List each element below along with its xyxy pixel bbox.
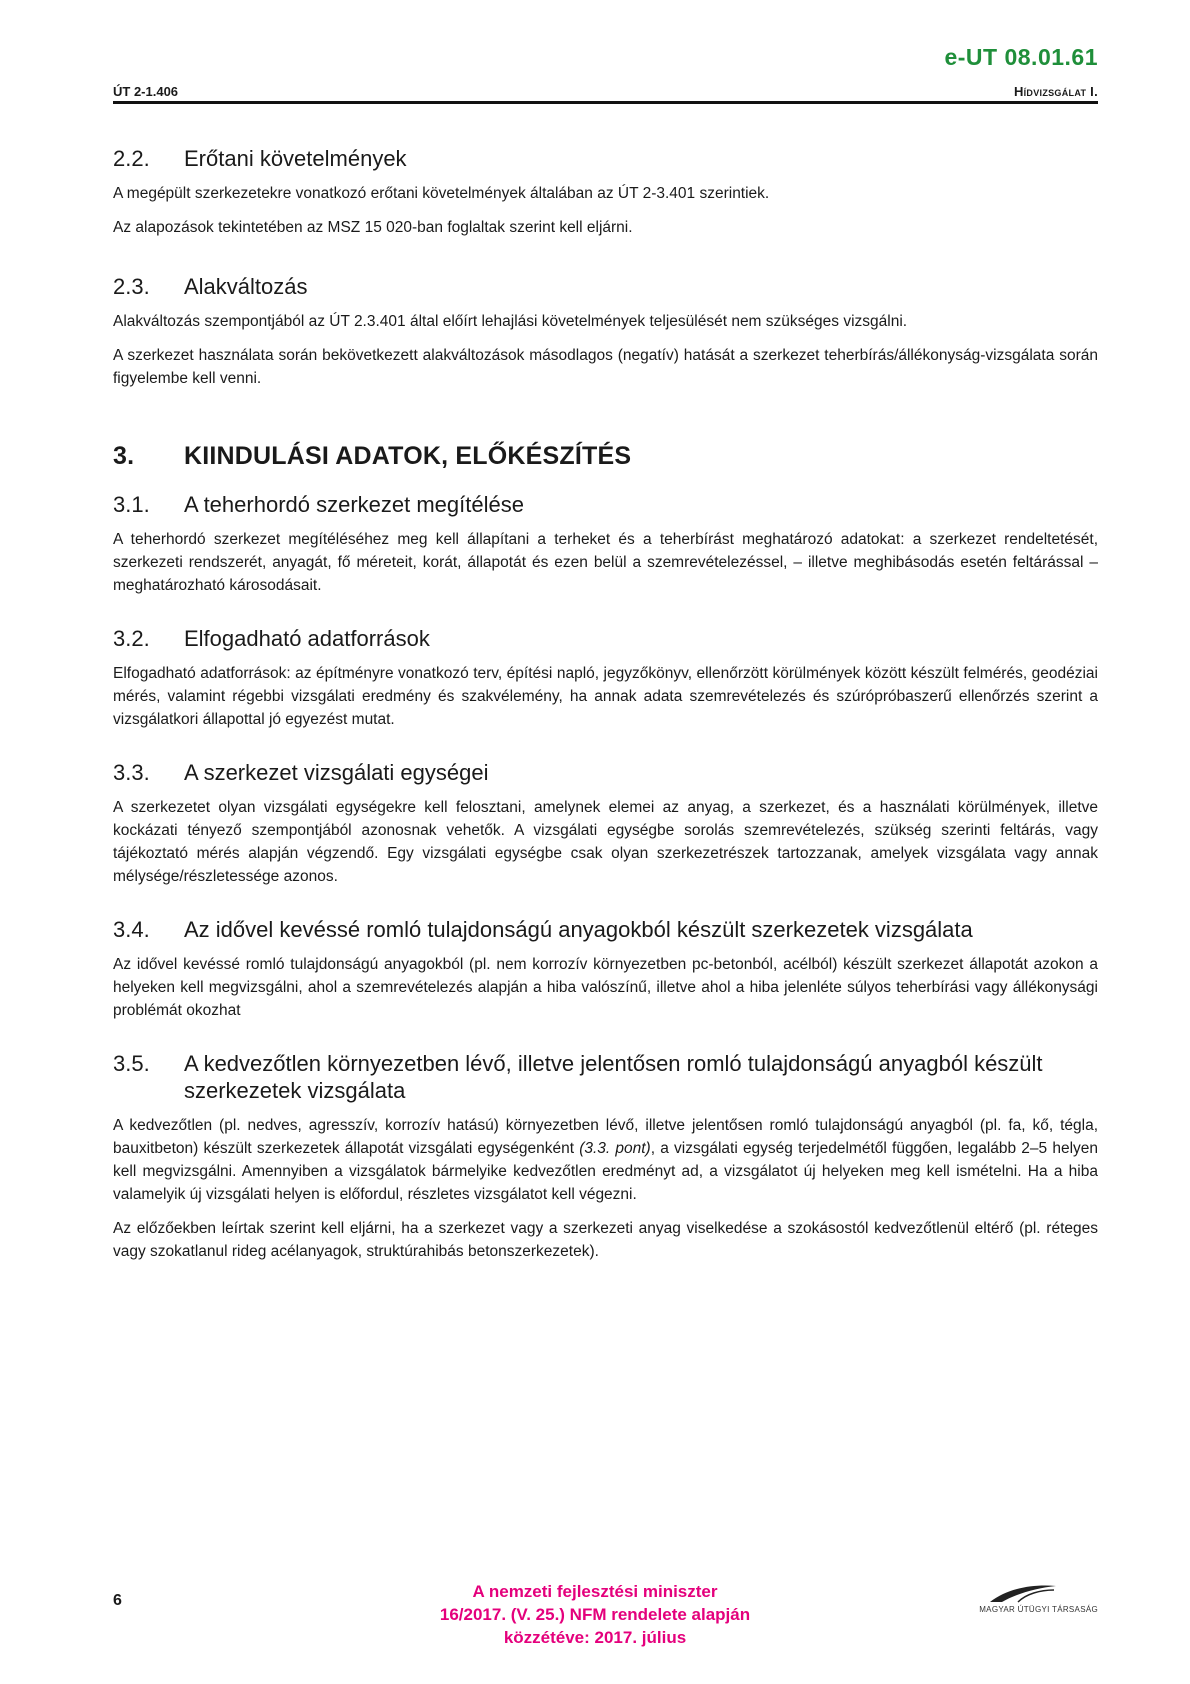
paragraph: A szerkezet használata során bekövetkezett alakváltozások másodlagos (negatív) hatását a szerkezet teherbírás/állékonyság-vizsgálata során figyelembe kell venni.	[113, 347, 1098, 387]
section-title: Elfogadható adatforrások	[184, 626, 430, 651]
paragraph: Elfogadható adatforrások: az építményre vonatkozó terv, építési napló, jegyzőkönyv, ellenőrzött körülmények között készült felmérés, geodéziai mérés, valamint régebbi vizsgálati eredmény és szakvélemény, ha annak adata szemrevételezés és szúrópróbaszerű ellenőrzés szerint a vizsgálatkori állapottal jó egyezést mutat.	[113, 665, 1098, 728]
section-title: Erőtani követelmények	[184, 146, 407, 171]
paragraph-text: , a vizsgálati egység terjedelmétől függően, legalább 2–5 helyen kell megvizsgálni. Amennyiben a vizsgálatok bármelyike kedvezőtlen eredményt ad, a vizsgálatot új helyeken meg kell ismételni. Ha a hiba valamelyik új vizsgálati helyen is előfordul, részletes vizsgálatot kell végezni.	[113, 1140, 1099, 1203]
section-number: 3.3.	[113, 760, 150, 785]
section-number: 3.4.	[113, 917, 150, 942]
section-heading-3-1	[113, 491, 1098, 518]
paragraph: Az idővel kevéssé romló tulajdonságú anyagokból (pl. nem korrozív környezetben pc-betonból, acélból) készült szerkezet állapotát azokon a helyeken kell megvizsgálni, ahol a szemrevételezés alapján a hiba valószínű, illetve ahol a hiba jelenléte súlyos teherbírási vagy állékonysági problémát okozhat	[113, 956, 1098, 1019]
organization-logo	[933, 1582, 1098, 1614]
publication-line: A nemzeti fejlesztési miniszter	[472, 1582, 718, 1601]
section-number: 2.2.	[113, 146, 150, 171]
paragraph: Az alapozások tekintetében az MSZ 15 020-ban foglaltak szerint kell eljárni.	[113, 219, 633, 236]
section-heading-3-4	[113, 916, 1098, 943]
section-heading-3-3	[113, 759, 1098, 786]
paragraph: A megépült szerkezetekre vonatkozó erőtani követelmények általában az ÚT 2-3.401 szerintiek.	[113, 185, 770, 202]
standard-number: ÚT 2-1.406	[113, 84, 179, 99]
section-title: A kedvezőtlen környezetben lévő, illetve jelentősen romló tulajdonságú anyagból készült szerkezetek vizsgálata	[184, 1051, 1043, 1103]
section-heading-3-2	[113, 625, 1098, 652]
page-content	[113, 125, 1098, 1274]
section-number: 3.5.	[113, 1051, 150, 1076]
section-heading-3-5	[113, 1050, 1098, 1104]
chapter-title: KIINDULÁSI ADATOK, ELŐKÉSZÍTÉS	[184, 442, 632, 470]
chapter-number: 3.	[113, 442, 135, 470]
document-title: Hídvizsgálat I.	[1013, 84, 1098, 99]
publication-line: közzétéve: 2017. július	[503, 1628, 687, 1647]
section-heading-2-2	[113, 145, 1098, 172]
cross-reference: (3.3. pont)	[579, 1140, 651, 1157]
paragraph-text: A kedvezőtlen (pl. nedves, agresszív, korrozív hatású) környezetben lévő, illetve jelentősen romló tulajdonságú anyagból (pl. fa, kő, tégla, bauxitbeton) készült szerkezetek állapotát vizsgálati egységenként	[113, 1117, 1098, 1157]
section-title: Alakváltozás	[184, 274, 308, 299]
paragraph: A teherhordó szerkezet megítéléséhez meg kell állapítani a terheket és a teherbírást meghatározó adatokat: a szerkezet rendeltetését, szerkezeti rendszerét, anyagát, fő méreteit, korát, állapotát és ezen belül a szemrevételezéssel, – illetve meghibásodás esetén feltárással – meghatározható károsodásait.	[113, 531, 1098, 594]
paragraph: Alakváltozás szempontjából az ÚT 2.3.401 által előírt lehajlási követelmények teljesülését nem szükséges vizsgálni.	[113, 313, 908, 330]
section-title: A szerkezet vizsgálati egységei	[184, 760, 489, 785]
section-heading-2-3	[113, 273, 1098, 300]
section-number: 3.2.	[113, 626, 150, 651]
section-number: 3.1.	[113, 492, 150, 517]
logo-text: MAGYAR ÚTÜGYI TÁRSASÁG	[979, 1605, 1098, 1614]
paragraph	[113, 1114, 1098, 1206]
publication-note	[395, 1580, 795, 1649]
header-divider	[113, 101, 1098, 104]
paragraph: A szerkezetet olyan vizsgálati egységekre kell felosztani, amelynek elemei az anyag, a szerkezet, és a használati körülmények, illetve kockázati tényező szempontjából azonosnak vehetők. A vizsgálati egységbe sorolás szemrevételezés, szükség szerinti feltárás, vagy tájékoztató mérés alapján végzendő. Egy vizsgálati egységbe csak olyan szerkezetrészek tartozzanak, amelyek vizsgálata vagy annak mélysége/részletessége azonos.	[113, 799, 1098, 885]
paragraph: Az előzőekben leírtak szerint kell eljárni, ha a szerkezet vagy a szerkezeti anyag viselkedése a szokásostól kedvezőtlenül eltérő (pl. réteges vagy szokatlanul rideg acélanyagok, struktúrahibás betonszerkezetek).	[113, 1220, 1098, 1260]
document-code: e-UT 08.01.61	[944, 44, 1098, 70]
section-number: 2.3.	[113, 274, 150, 299]
publication-line: 16/2017. (V. 25.) NFM rendelete alapján	[439, 1605, 751, 1624]
chapter-heading-3	[113, 442, 1098, 471]
section-title: Az idővel kevéssé romló tulajdonságú anyagokból készült szerkezetek vizsgálata	[184, 917, 973, 942]
road-swoosh-icon	[988, 1582, 1058, 1604]
section-title: A teherhordó szerkezet megítélése	[184, 492, 524, 517]
page-number: 6	[113, 1592, 122, 1609]
